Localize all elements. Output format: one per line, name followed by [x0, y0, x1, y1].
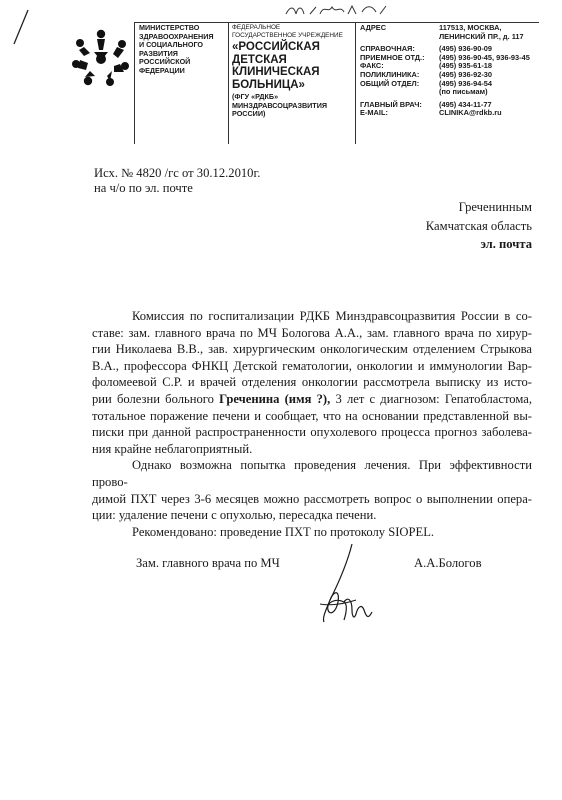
body-line: димой ПХТ через 3-6 месяцев можно рассмотреть вопрос о выполнении опера- [92, 491, 532, 506]
ministry-line: И СОЦИАЛЬНОГО [139, 40, 204, 50]
contact-row: E-MAIL: CLINIKA@rdkb.ru [360, 108, 502, 118]
ministry-line: МИНИСТЕРСТВО [139, 23, 200, 32]
header-divider [355, 22, 356, 144]
institution-abbr-line: МИНЗДРАВСОЦРАЗВИТИЯ [232, 100, 328, 110]
body-line: ции: удаление печени с опухолью, пересадка печени. [92, 508, 377, 523]
handwriting-scribble-icon [282, 2, 392, 20]
contact-row: ПОЛИКЛИНИКА: (495) 936-92-30 [360, 69, 493, 79]
body-line: тотальное поражение печени и сообщает, что на основании представленной вы- [92, 408, 532, 423]
contact-row: ГЛАВНЫЙ ВРАЧ: (495) 434-11-77 [360, 99, 492, 109]
paragraph-commission [92, 308, 532, 457]
body-line: писки при данной распространенности опухолевого процесса прогноз заболева- [92, 425, 532, 440]
body-line [92, 391, 532, 408]
reference-delivery: на ч/о по эл. почте [94, 181, 193, 195]
header-divider [134, 22, 135, 144]
ministry-line: РОССИЙСКОЙ [139, 57, 191, 67]
letter-body [92, 308, 532, 540]
contacts-block [360, 24, 550, 118]
institution-abbr-line: РОССИИ) [232, 109, 266, 119]
institution-name-line: ДЕТСКАЯ [232, 53, 287, 66]
ministry-line: РАЗВИТИЯ [139, 48, 178, 58]
institution-name-line: КЛИНИЧЕСКАЯ [232, 66, 320, 79]
body-line: гии Николаева В.В., зав. хирургическим онкологическим отделением Стрыкова [92, 342, 532, 357]
recipient-block [300, 198, 532, 254]
contact-row: АДРЕС 117513, МОСКВА, [360, 23, 502, 32]
body-line: Комиссия по госпитализации РДКБ Минздравсоцразвития России в со- [132, 309, 532, 323]
body-line: В.А., профессора ФНКЦ Детской гематологии, онкологии и иммунологии Вар- [92, 358, 532, 373]
recipient-name: Греченинным [458, 200, 532, 214]
pen-slash-mark [6, 8, 36, 48]
signatory-position: Зам. главного врача по МЧ [136, 556, 280, 570]
institution-abbr-line: (ФГУ «РДКБ» [232, 92, 279, 102]
patient-name: Греченина (имя ?), [219, 391, 331, 406]
body-line: ставе: зам. главного врача по МЧ Бологова А.А., зам. главного врача по хирур- [92, 325, 532, 340]
contact-row: ПРИЕМНОЕ ОТД.: (495) 936-90-45, 936-93-45 [360, 52, 530, 62]
paragraph-recommendation: Рекомендовано: проведение ПХТ по протоколу SIOPEL. [132, 524, 435, 539]
contact-row: ЛЕНИНСКИЙ ПР., д. 117 [439, 31, 524, 41]
body-line: ния крайне неблагоприятный. [92, 441, 253, 456]
body-line: фоломеевой С.Р. и врачей отделения онкологии рассмотрела выписку из исто- [92, 375, 532, 390]
handwritten-signature-icon [300, 540, 390, 630]
ministry-line: ЗДРАВООХРАНЕНИЯ [139, 31, 214, 41]
contact-row: ФАКС: (495) 935-61-18 [360, 61, 493, 71]
institution-type-line: ФЕДЕРАЛЬНОЕ [232, 24, 281, 31]
institution-name-line: «РОССИЙСКАЯ [232, 41, 320, 54]
recipient-method: эл. почта [480, 237, 532, 251]
rdkb-logo-icon [70, 26, 132, 88]
ministry-line: ФЕДЕРАЦИИ [139, 65, 185, 75]
outgoing-reference [94, 166, 394, 196]
body-line: Однако возможна попытка проведения лечения. При эффективности прово- [92, 458, 532, 489]
institution-block [232, 24, 354, 119]
contact-row: (по письмам) [439, 87, 488, 97]
contact-row: СПРАВОЧНАЯ: (495) 936-90-09 [360, 44, 493, 54]
institution-name-line: БОЛЬНИЦА» [232, 78, 305, 91]
signatory-name: А.А.Бологов [414, 556, 482, 570]
body-text-span: 3 лет с диагнозом: Гепатобластома, [330, 391, 532, 406]
recipient-region: Камчатская область [425, 218, 532, 233]
body-text-span: рии болезни больного [92, 391, 220, 406]
contact-row: ОБЩИЙ ОТДЕЛ: (495) 936-94-54 [360, 78, 493, 88]
handwritten-registration-note [282, 2, 392, 20]
paragraph-treatment [92, 457, 532, 523]
institution-type-line: ГОСУДАРСТВЕННОЕ УЧРЕЖДЕНИЕ [232, 31, 343, 39]
ministry-block [139, 24, 229, 76]
reference-number: Исх. № 4820 /гс от 30.12.2010г. [94, 166, 261, 180]
